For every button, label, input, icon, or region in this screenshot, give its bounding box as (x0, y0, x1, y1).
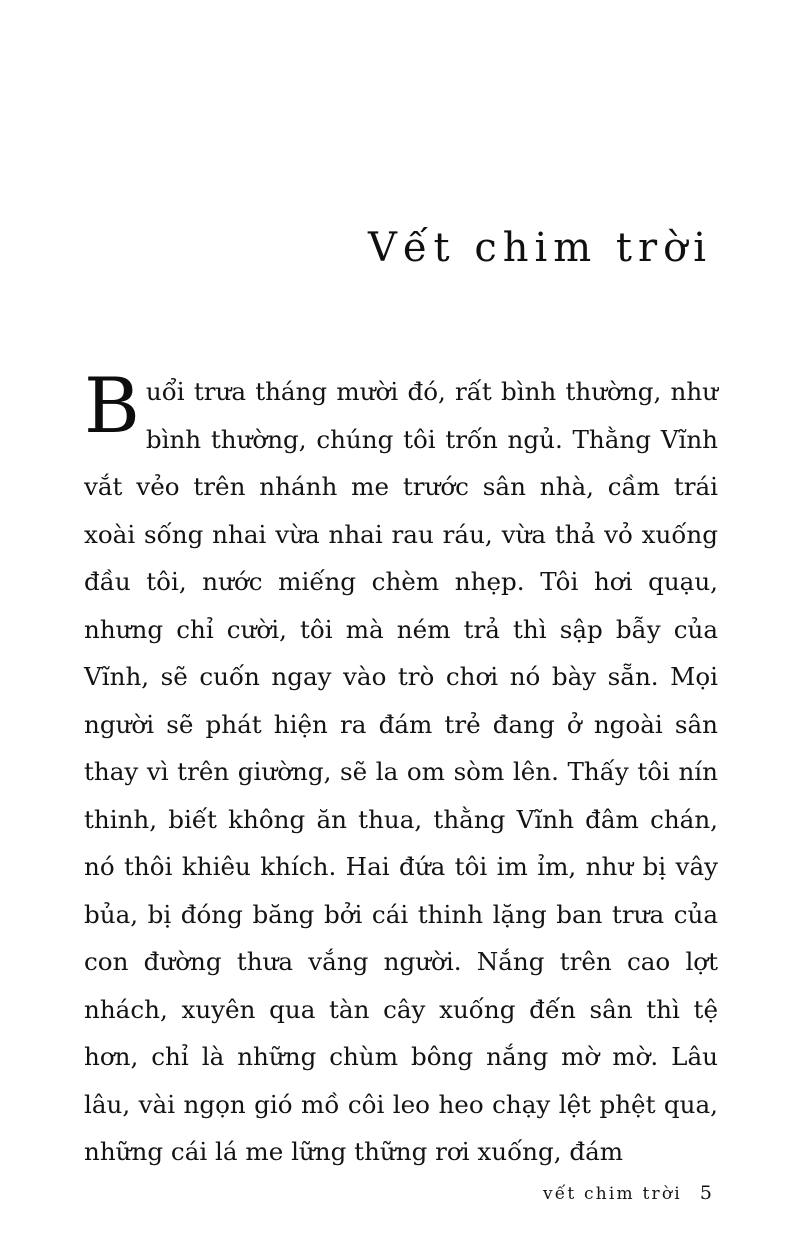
body-text-block (84, 361, 718, 1176)
footer-page-number: 5 (699, 1182, 712, 1204)
page-footer (543, 1182, 712, 1204)
paragraph-text: uổi trưa tháng mười đó, rất bình thường, như bình thường, chúng tôi trốn ngủ. Thằng Vĩnh vắt vẻo trên nhánh me trước sân nhà, cầm trái xoài sống nhai vừa nhai rau ráu, vừa thả vỏ xuống đầu tôi, nước miếng chèm nhẹp. Tôi hơi quạu, nhưng chỉ cười, tôi mà ném trả thì sập bẫy của Vĩnh, sẽ cuốn ngay vào trò chơi nó bày sẵn. Mọi người sẽ phát hiện ra đám trẻ đang ở ngoài sân thay vì trên giường, sẽ la om sòm lên. Thấy tôi nín thinh, biết không ăn thua, thằng Vĩnh đâm chán, nó thôi khiêu khích. Hai đứa tôi im ỉm, như bị vây bủa, bị đóng băng bởi cái thinh lặng ban trưa của con đường thưa vắng người. Nắng trên cao lợt nhách, xuyên qua tàn cây xuống đến sân thì tệ hơn, chỉ là những chùm bông nắng mờ mờ. Lâu lâu, vài ngọn gió mồ côi leo heo chạy lệt phệt qua, những cái lá me lững thững rơi xuống, đám (84, 377, 718, 1166)
paragraph-first (84, 361, 718, 1176)
chapter-title: Vết chim trời (368, 224, 712, 271)
footer-running-title: vết chim trời (542, 1184, 682, 1204)
drop-cap: B (84, 361, 140, 450)
